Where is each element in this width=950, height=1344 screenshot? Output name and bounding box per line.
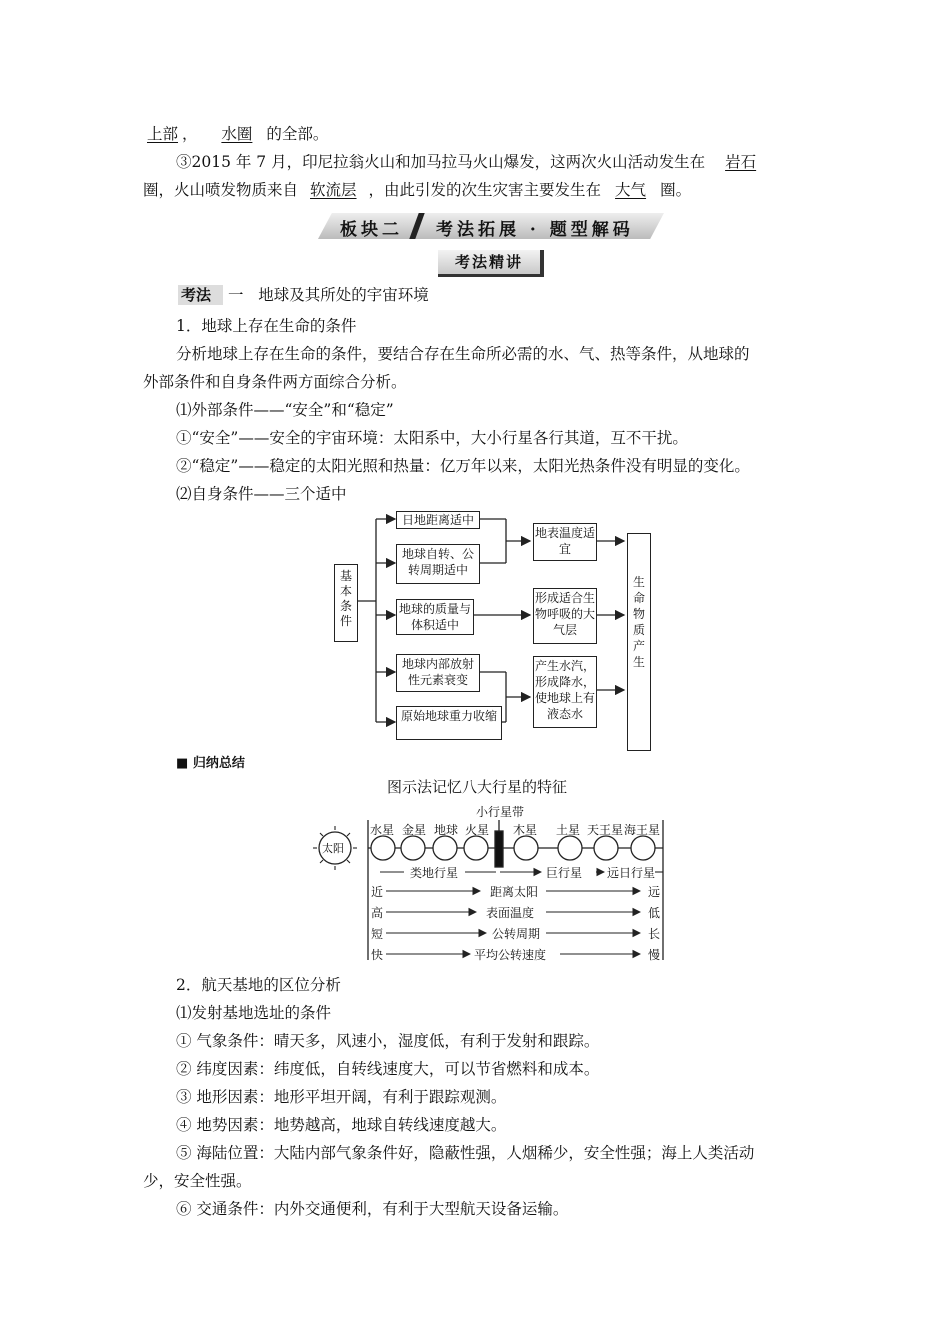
paragraph: ④ 地势因素：地势越高，地球自转线速度越大。 xyxy=(176,1116,507,1134)
planet-name: 海王星 xyxy=(624,823,661,837)
planet-diagram-title: 图示法记忆八大行星的特征 xyxy=(387,778,568,796)
flow-box: 地球内部放射性元素衰变 xyxy=(396,654,480,692)
row-right: 长 xyxy=(648,927,661,941)
heading-2: 2．航天基地的区位分析 xyxy=(176,976,341,994)
paragraph: ⑤ 海陆位置：大陆内部气象条件好，隐蔽性强，人烟稀少，安全性强；海上人类活动 xyxy=(176,1144,755,1162)
row-left: 快 xyxy=(371,948,384,962)
paragraph: ②“稳定”——稳定的太阳光照和热量：亿万年以来，太阳光热条件没有明显的变化。 xyxy=(176,457,750,475)
paragraph: ② 纬度因素：纬度低，自转线速度大，可以节省燃料和成本。 xyxy=(176,1060,600,1078)
text: 圈。 xyxy=(660,181,692,199)
method-tag-label: 考法 xyxy=(181,286,212,304)
row-left: 高 xyxy=(371,906,384,920)
method-title-text: 地球及其所处的宇宙环境 xyxy=(258,286,429,304)
planet-name: 水星 xyxy=(370,823,395,837)
blank-answer: 上部 xyxy=(147,125,179,143)
flow-result: 产生水汽，形成降水，使地球上有液态水 xyxy=(533,656,597,728)
sun-label: 太阳 xyxy=(322,842,344,855)
flow-box: 地球的质量与体积适中 xyxy=(396,599,474,635)
subsection-label: 考法精讲 xyxy=(454,253,523,271)
banner-left-title: 板块二 xyxy=(340,220,403,240)
paragraph: ⑴发射基地选址的条件 xyxy=(176,1004,332,1022)
group-label: 类地行星 xyxy=(410,866,459,880)
paragraph: 分析地球上存在生命的条件，要结合存在生命所必需的水、气、热等条件，从地球的 xyxy=(176,345,750,363)
paragraph: ①“安全”——安全的宇宙环境：太阳系中，大小行星各行其道，互不干扰。 xyxy=(176,429,688,447)
text: ， xyxy=(182,125,198,143)
planet-name: 地球 xyxy=(434,823,459,837)
summary-heading: ■ 归纳总结 xyxy=(176,756,245,771)
flow-final: 生命物质产生 xyxy=(627,533,651,751)
text: ③2015 年 7 月，印尼拉翁火山和加马拉马火山爆发，这两次火山活动发生在 xyxy=(176,153,706,171)
row-label: 距离太阳 xyxy=(490,885,539,899)
heading-1: 1．地球上存在生命的条件 xyxy=(176,317,357,335)
row-right: 远 xyxy=(648,885,661,899)
asteroid-belt-label: 小行星带 xyxy=(476,805,525,819)
paragraph: ③ 地形因素：地形平坦开阔，有利于跟踪观测。 xyxy=(176,1088,507,1106)
paragraph: ⑵自身条件——三个适中 xyxy=(176,485,347,503)
paragraph: ① 气象条件：晴天多，风速小，湿度低，有利于发射和跟踪。 xyxy=(176,1032,600,1050)
flow-root: 基本条件 xyxy=(334,564,358,642)
planet-name: 土星 xyxy=(556,823,581,837)
blank-answer: 水圈 xyxy=(221,125,253,143)
banner-right-title: 考法拓展 · 题型解码 xyxy=(436,220,634,240)
method-number: 一 xyxy=(228,286,244,304)
group-label: 巨行星 xyxy=(546,866,583,880)
flow-box: 日地距离适中 xyxy=(396,511,480,529)
flow-result: 形成适合生物呼吸的大气层 xyxy=(533,588,597,644)
planet-name: 木星 xyxy=(513,823,538,837)
row-right: 慢 xyxy=(648,948,661,962)
row-right: 低 xyxy=(648,906,661,920)
blank-answer: 软流层 xyxy=(310,181,357,199)
paragraph: ⑥ 交通条件：内外交通便利，有利于大型航天设备运输。 xyxy=(176,1200,569,1218)
flow-result: 地表温度适宜 xyxy=(533,523,597,561)
text: 圈，火山喷发物质来自 xyxy=(143,181,299,199)
blank-answer: 大气 xyxy=(615,181,647,199)
row-left: 短 xyxy=(371,927,384,941)
text: 的全部。 xyxy=(266,125,329,143)
row-left: 近 xyxy=(371,885,384,899)
paragraph: 外部条件和自身条件两方面综合分析。 xyxy=(143,373,407,391)
paragraph: 少，安全性强。 xyxy=(143,1172,252,1190)
flow-box: 原始地球重力收缩 xyxy=(396,706,502,740)
text: ，由此引发的次生灾害主要发生在 xyxy=(368,181,602,199)
planet-name: 天王星 xyxy=(587,823,624,837)
planet-name: 火星 xyxy=(465,823,490,837)
row-label: 平均公转速度 xyxy=(474,948,547,962)
summary-label: 归纳总结 xyxy=(192,756,245,771)
blank-answer: 岩石 xyxy=(725,153,757,171)
paragraph: ⑴外部条件——“安全”和“稳定” xyxy=(176,401,394,419)
row-label: 公转周期 xyxy=(492,927,541,941)
flow-box: 地球自转、公转周期适中 xyxy=(396,544,480,584)
group-label: 远日行星 xyxy=(607,866,656,880)
row-label: 表面温度 xyxy=(486,906,535,920)
planet-name: 金星 xyxy=(402,823,427,837)
